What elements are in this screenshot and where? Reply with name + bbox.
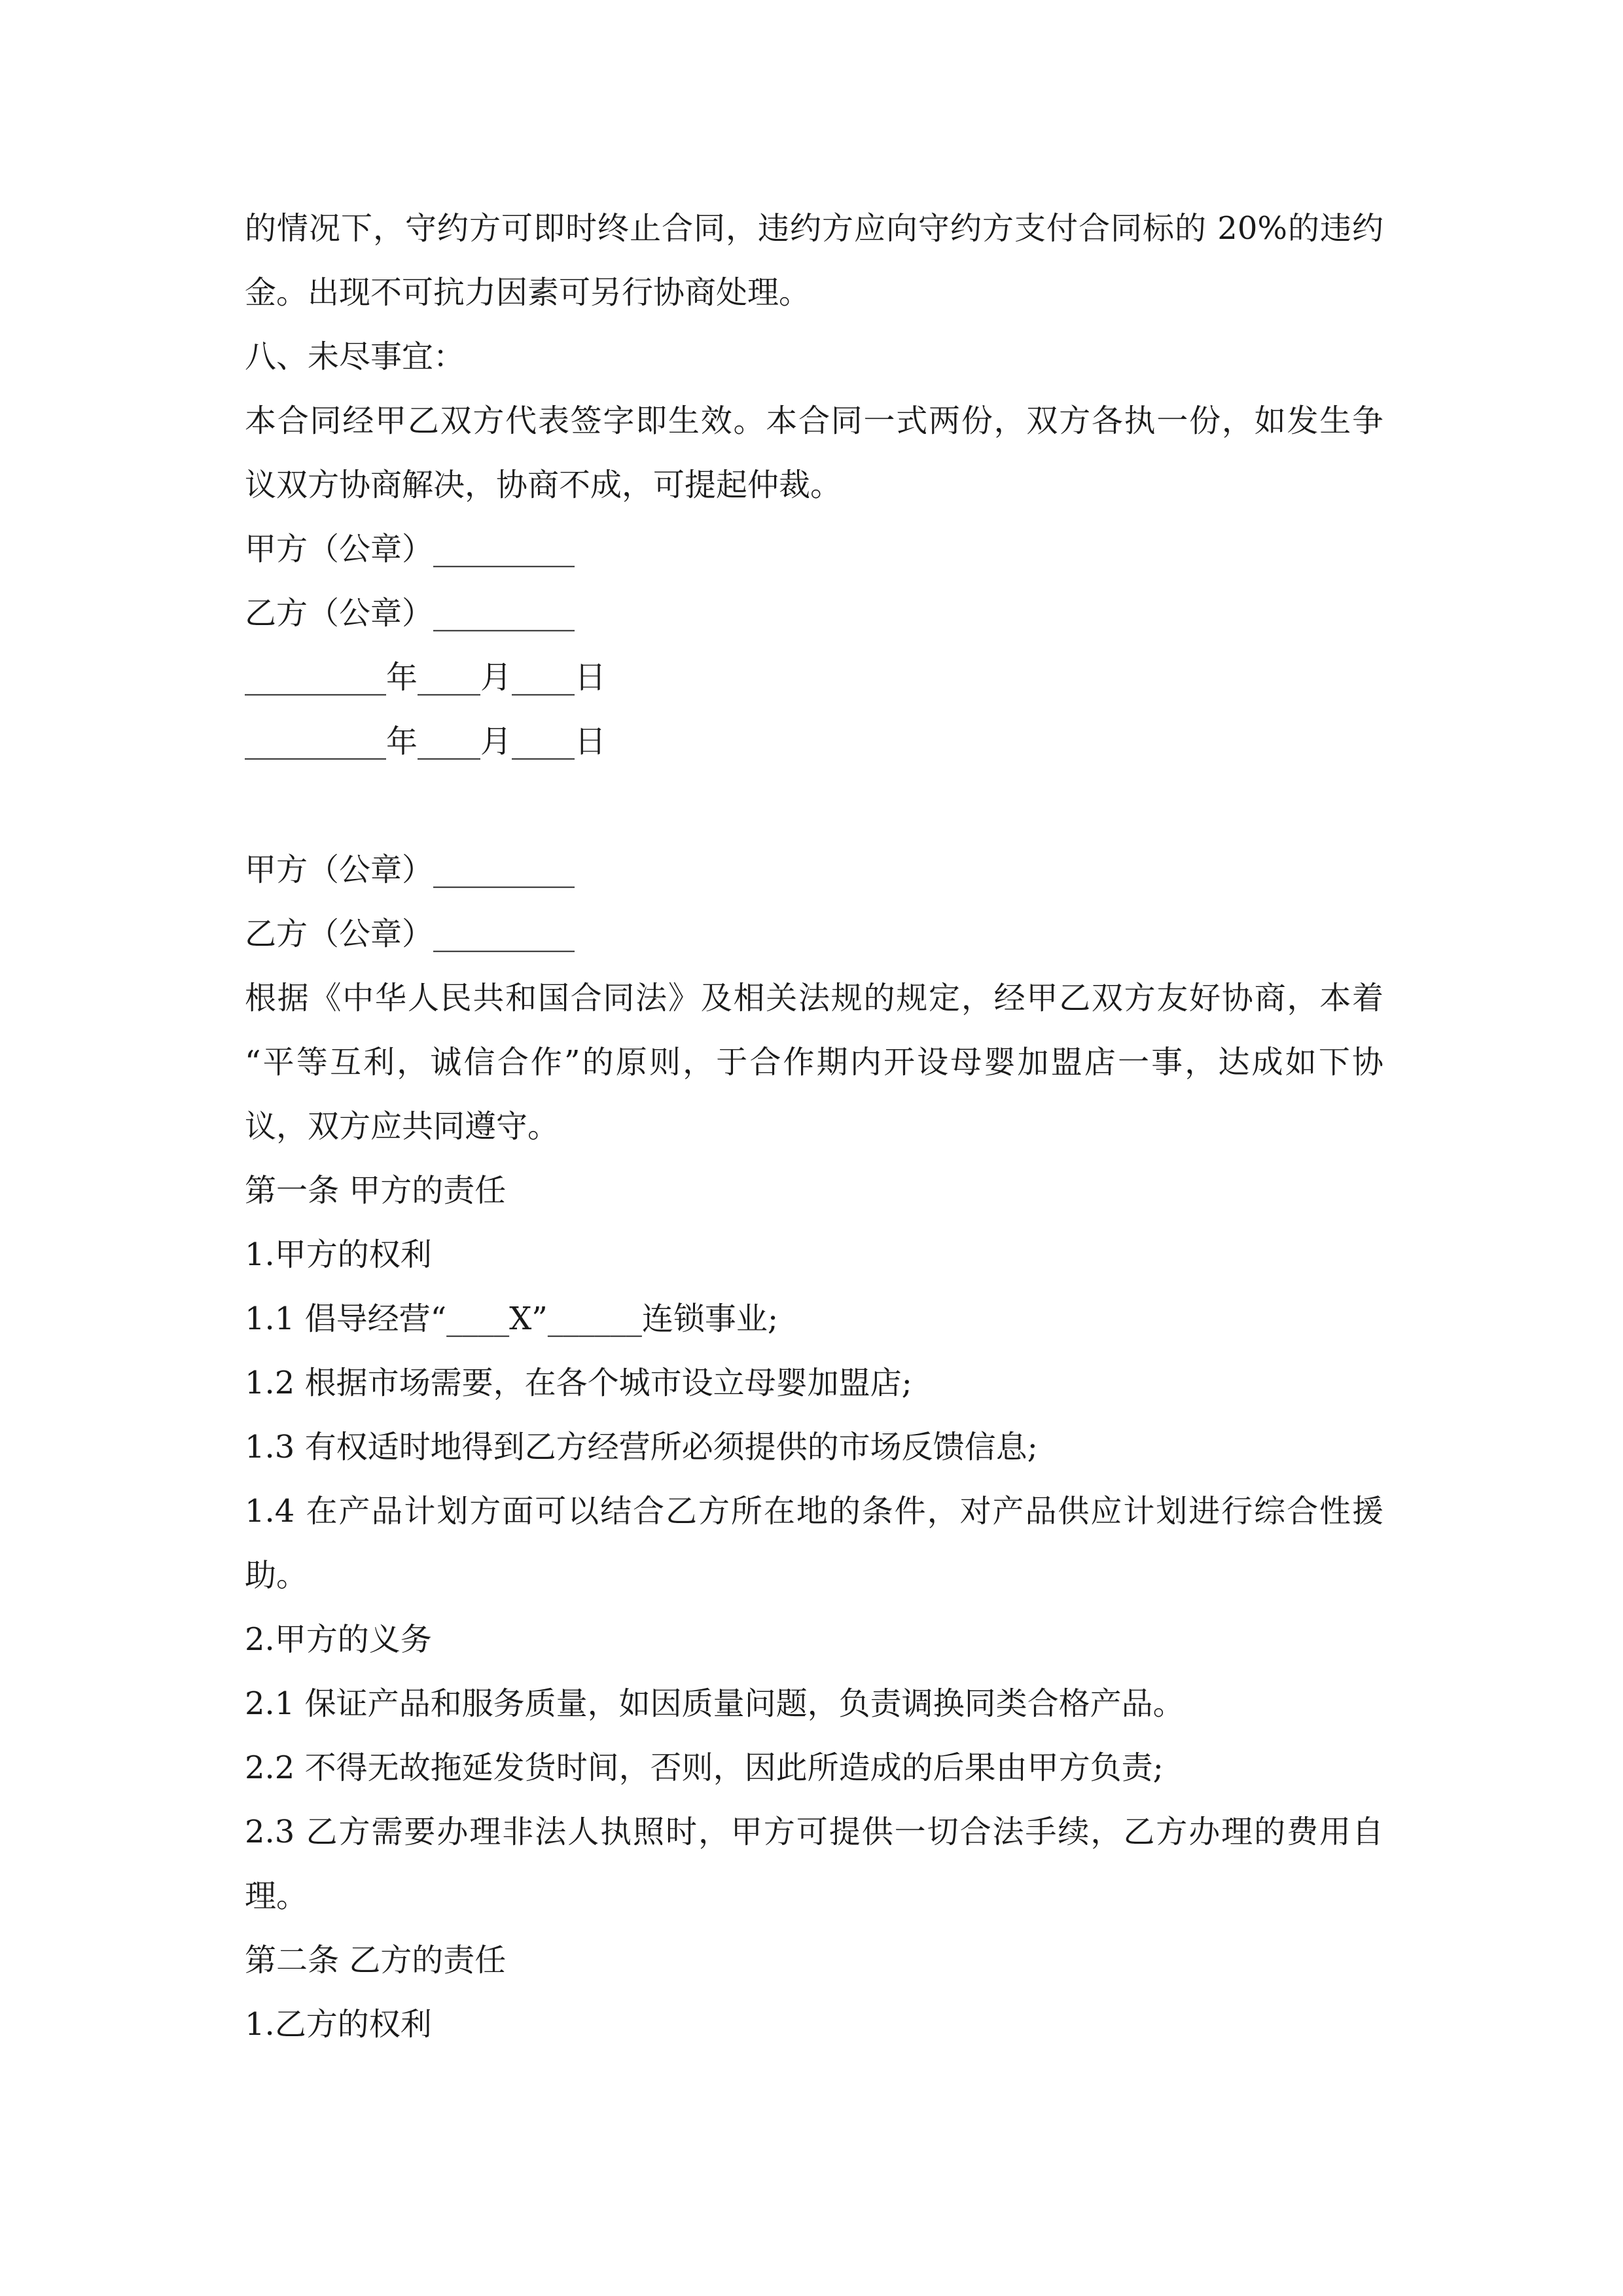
text-line: 甲方（公章）_________ (245, 531, 575, 567)
text-line: 理。 (245, 1878, 308, 1914)
text-line: 本合同经甲乙双方代表签字即生效。本合同一式两份，双方各执一份，如发生争 (245, 403, 1383, 439)
text-line: “平等互利，诚信合作”的原则，于合作期内开设母婴加盟店一事，达成如下协 (245, 1044, 1383, 1081)
text-line: 第二条 乙方的责任 (245, 1942, 507, 1979)
text-line: 1.1 倡导经营“____X”______连锁事业; (245, 1300, 779, 1337)
text-line: 2.3 乙方需要办理非法人执照时，甲方可提供一切合法手续，乙方办理的费用自 (245, 1814, 1383, 1850)
text-line: 八、未尽事宜： (245, 338, 465, 375)
text-line: 议双方协商解决，协商不成，可提起仲裁。 (245, 467, 842, 503)
text-line: 1.2 根据市场需要，在各个城市设立母婴加盟店; (245, 1365, 912, 1401)
text-line: 根据《中华人民共和国合同法》及相关法规的规定，经甲乙双方友好协商，本着 (245, 980, 1383, 1016)
text-line: 1.乙方的权利 (245, 2006, 432, 2043)
text-line: 的情况下，守约方可即时终止合同，违约方应向守约方支付合同标的 20%的违约 (245, 210, 1383, 247)
text-line: 甲方（公章）_________ (245, 852, 575, 888)
text-line: 1.3 有权适时地得到乙方经营所必须提供的市场反馈信息; (245, 1429, 1038, 1465)
document-body (245, 196, 1383, 2056)
blank-line (245, 774, 1383, 838)
text-line: 1.甲方的权利 (245, 1236, 432, 1273)
text-line: 议，双方应共同遵守。 (245, 1108, 560, 1145)
text-line: 乙方（公章）_________ (245, 916, 575, 952)
text-line: 1.4 在产品计划方面可以结合乙方所在地的条件，对产品供应计划进行综合性援 (245, 1493, 1383, 1530)
text-line: 乙方（公章）_________ (245, 595, 575, 632)
text-line: 金。出现不可抗力因素可另行协商处理。 (245, 274, 811, 311)
text-line: 2.甲方的义务 (245, 1621, 432, 1658)
text-line: 第一条 甲方的责任 (245, 1172, 507, 1209)
text-line: 助。 (245, 1557, 308, 1594)
text-line: 2.2 不得无故拖延发货时间，否则，因此所造成的后果由甲方负责; (245, 1749, 1164, 1786)
text-line: _________年____月____日 (245, 723, 607, 760)
text-line: 2.1 保证产品和服务质量，如因质量问题，负责调换同类合格产品。 (245, 1685, 1185, 1722)
text-line: _________年____月____日 (245, 659, 607, 696)
